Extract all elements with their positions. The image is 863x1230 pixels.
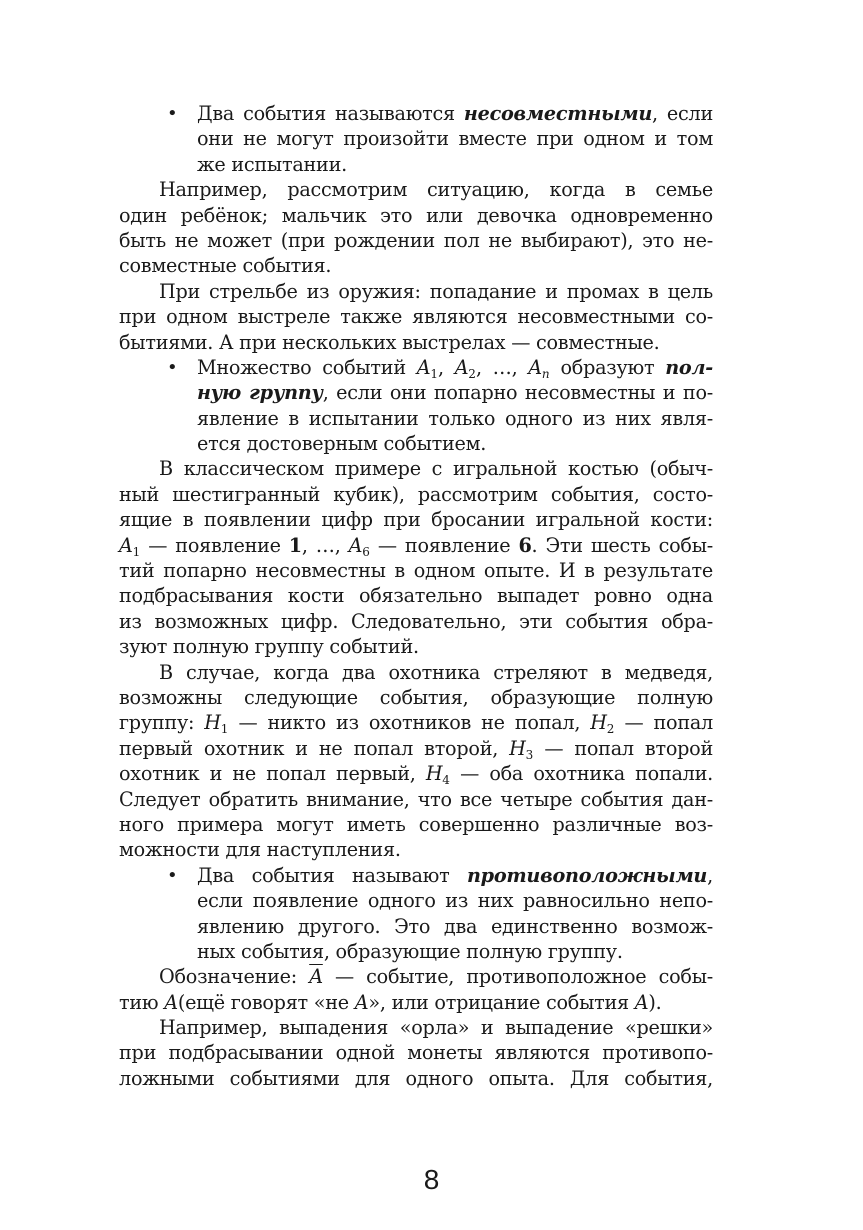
text-line: возможны следующие события, образующие полную [119, 685, 713, 709]
text-line: быть не может (при рождении пол не выбирают), это не- [119, 228, 713, 252]
paragraph-notation [119, 964, 713, 1015]
text-line: из возможных цифр. Следовательно, эти события обра- [119, 609, 713, 633]
term-complete-group: ную группу [197, 381, 323, 405]
text-line: подбрасывания кости обязательно выпадет ровно одна [119, 584, 713, 608]
complement-symbol: $\overline{A}$ [309, 965, 323, 989]
bullet-marker: • [167, 864, 178, 886]
bullet-definition-opposite [119, 863, 713, 965]
paragraph-coin-example [119, 1015, 713, 1091]
text-line: ется достоверным событием. [197, 432, 487, 456]
paragraph-hunters-example [119, 660, 713, 863]
paragraph-family-example [119, 177, 713, 279]
text-line: при одном выстреле также являются несовместными со- [119, 305, 713, 329]
text-line: • Множество событий $A_1$, $A_2$, …, $A_n$ образуют пол- [167, 355, 713, 381]
text-line: Обозначение: $\overline{A}$ — событие, противоположное собы- [159, 965, 713, 989]
text-line: тию A(ещё говорят «не A», или отрицание события A). [119, 990, 662, 1014]
text-line: • Два события называются несовместными, если [167, 102, 713, 125]
text-line: Следует обратить внимание, что все четыре события дан- [119, 787, 713, 811]
text-line: группу: $H_1$ — никто из охотников не попал, $H_2$ — попал [119, 711, 713, 737]
text-line: В случае, когда два охотника стреляют в медведя, [159, 660, 713, 684]
text-line: совместные события. [119, 254, 332, 278]
text-line: ных события, образующие полную группу. [197, 939, 623, 963]
text-line: при подбрасывании одной монеты являются противопо- [119, 1041, 713, 1065]
bullet-marker: • [167, 103, 178, 124]
text-line: охотник и не попал первый, $H_4$ — оба охотника попали. [119, 762, 714, 788]
paragraph-shooting-example [119, 279, 713, 355]
text-line: тий попарно несовместны в одном опыте. И в результате [119, 559, 713, 583]
bullet-definition-incompatible [119, 101, 713, 177]
text-line: явление в испытании только одного из них явля- [197, 406, 713, 430]
text-line: явлению другого. Это два единственно возмож- [197, 914, 713, 938]
text-line: При стрельбе из оружия: попадание и промах в цель [159, 279, 713, 303]
page-number: 8 [423, 1164, 440, 1195]
term-complete-group: пол- [665, 355, 713, 379]
text-line: они не могут произойти вместе при одном и том [197, 127, 713, 151]
text-line: Например, рассмотрим ситуацию, когда в семье [159, 178, 713, 202]
text-line: ложными событиями для одного опыта. Для события, [119, 1066, 713, 1090]
text-line: если появление одного из них равносильно непо- [197, 889, 713, 913]
text-line: зуют полную группу событий. [119, 635, 419, 659]
text-line: ную группу, если они попарно несовместны и по- [197, 381, 713, 405]
text-line: бытиями. А при нескольких выстрелах — совместные. [119, 330, 660, 354]
text-line: один ребёнок; мальчик это или девочка одновременно [119, 203, 713, 227]
bullet-definition-complete-group [119, 355, 713, 457]
term-incompatible: несовместными [463, 102, 653, 125]
text-line: первый охотник и не попал второй, $H_3$ — попал второй [119, 736, 714, 762]
text-line: же испытании. [197, 152, 347, 176]
paragraph-dice-example [119, 456, 713, 659]
text-line: • Два события называют противоположными, [167, 863, 713, 887]
bullet-marker: • [167, 356, 178, 378]
text-line: можности для наступления. [119, 838, 401, 862]
page-body [119, 101, 713, 1091]
text-line: $A_1$ — появление 1, …, $A_6$ — появление 6. Эти шесть собы- [119, 533, 713, 559]
text-line: ного примера могут иметь совершенно различные воз- [119, 812, 713, 836]
text-line: В классическом примере с игральной костью (обыч- [159, 457, 713, 481]
text-line: ящие в появлении цифр при бросании игральной кости: [119, 508, 713, 532]
term-opposite: противоположными [466, 863, 708, 887]
text-line: Например, выпадения «орла» и выпадение «решки» [159, 1016, 713, 1040]
text-line: ный шестигранный кубик), рассмотрим события, состо- [119, 482, 713, 506]
